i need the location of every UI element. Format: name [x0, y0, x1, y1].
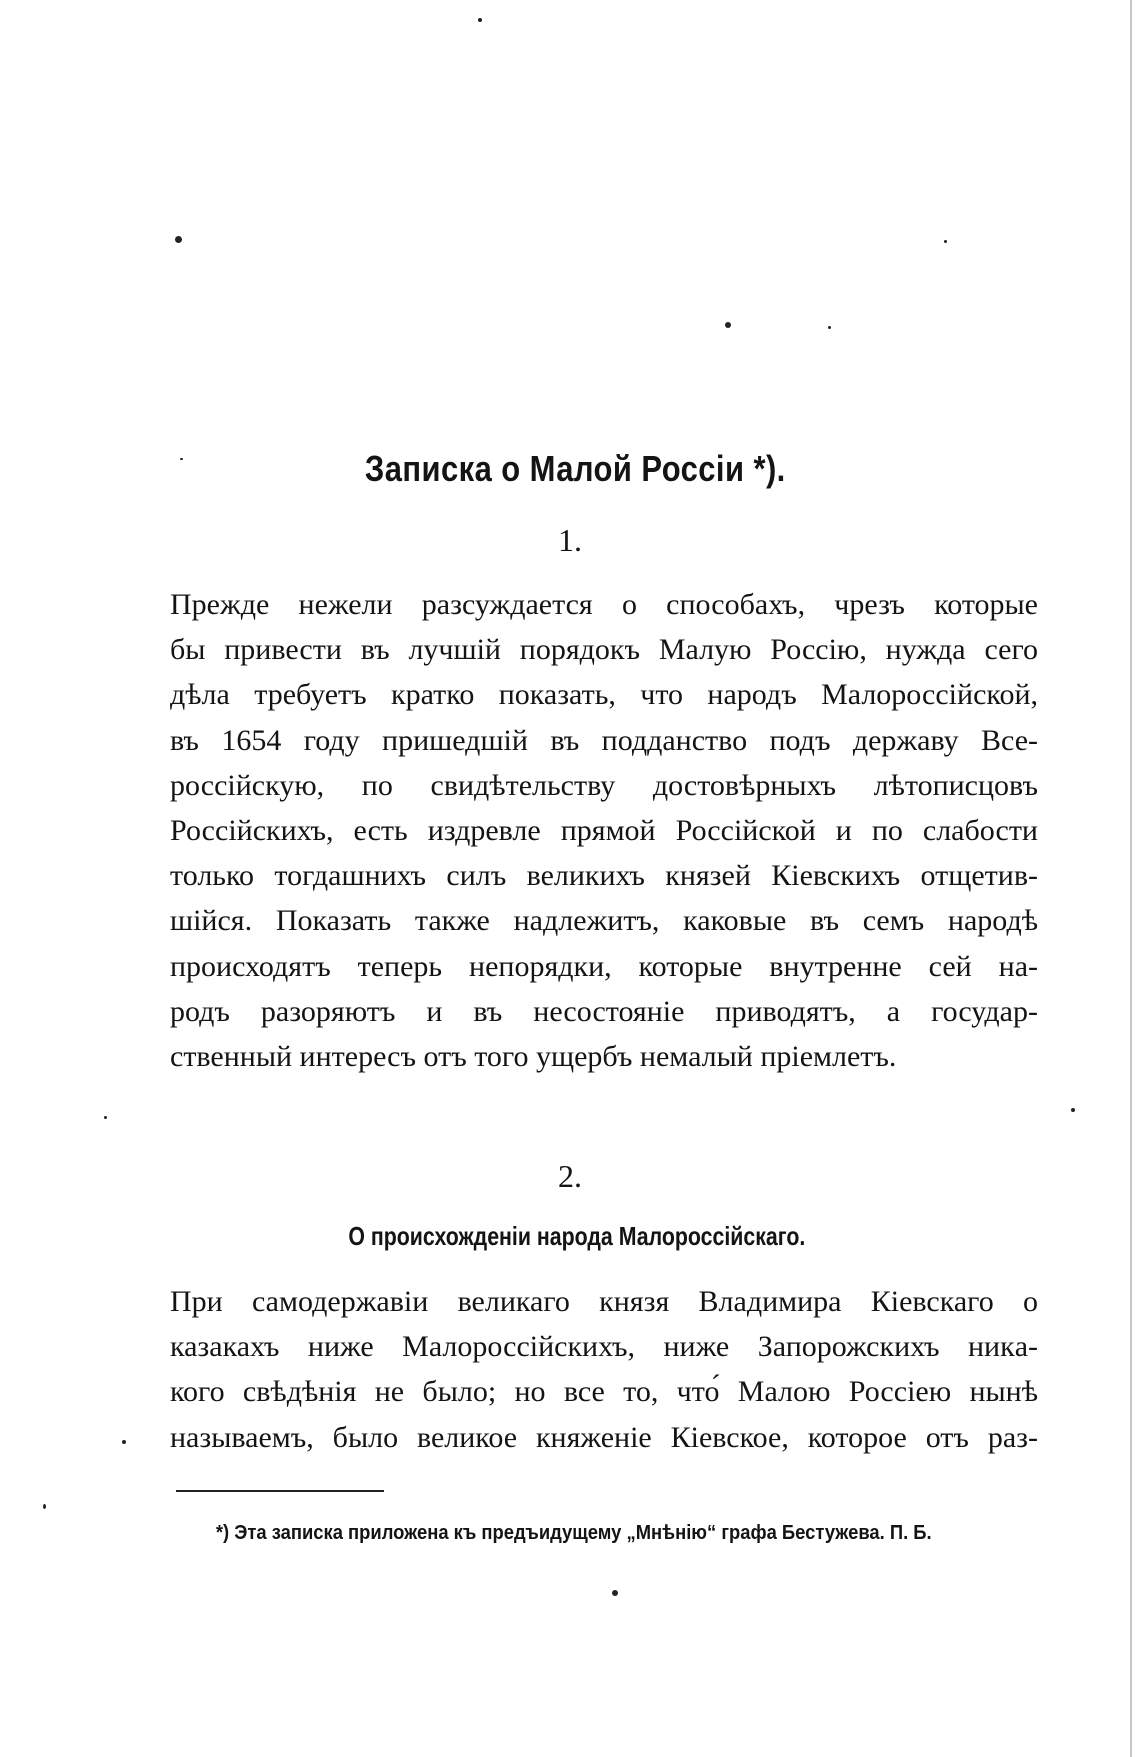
text-line: Прежде нежели разсуждается о способахъ, чрезъ которые — [170, 588, 1038, 621]
text-line: называемъ, было великое княженiе Кiевское, которое отъ раз- — [170, 1420, 1038, 1454]
section-2-paragraph — [170, 1279, 1038, 1460]
section-1-paragraph — [170, 582, 1038, 1079]
text-line: Россiйскихъ, есть издревле прямой Россiйской и по слабости — [170, 814, 1038, 848]
scan-speck — [478, 18, 482, 22]
scan-speck — [104, 1116, 107, 1119]
text-line: При самодержавiи великаго князя Владимира Кiевскаго о — [170, 1285, 1038, 1318]
scan-speck — [1071, 1108, 1075, 1112]
text-line: шiйся. Показать также надлежитъ, каковые въ семъ народѣ — [170, 904, 1038, 938]
scan-speck — [944, 240, 947, 243]
text-line: только тогдашнихъ силъ великихъ князей Кiевскихъ отщетив- — [170, 859, 1038, 893]
scan-speck — [725, 322, 731, 328]
scan-speck — [122, 1440, 126, 1444]
text-line: въ 1654 году пришедшiй въ подданство подъ державу Все- — [170, 723, 1038, 757]
text-line: ственный интересъ отъ того ущербъ немалый прiемлетъ. — [170, 1040, 897, 1074]
text-line: бы привести въ лучшiй порядокъ Малую Россiю, нужда сего — [170, 633, 1038, 667]
section-2-heading: О происхожденiи народа Малороссiйскаго. — [348, 1221, 806, 1251]
page-edge-line — [1130, 0, 1132, 1757]
text-line: дѣла требуетъ кратко показать, что народъ Малороссiйской, — [170, 678, 1038, 712]
footnote-divider — [176, 1490, 384, 1492]
scan-speck — [612, 1590, 618, 1596]
text-line: россiйскую, по свидѣтельству достовѣрныхъ лѣтописцовъ — [170, 768, 1038, 802]
scan-speck — [43, 1504, 46, 1509]
footnote: *) Эта записка приложена къ предъидущему „Мнѣнiю“ графа Бестужева. П. Б. — [215, 1522, 932, 1544]
scan-speck — [175, 236, 182, 243]
text-line: происходятъ теперь непорядки, которые внутренне сей на- — [170, 949, 1038, 983]
text-line: родъ разоряютъ и въ несостоянiе приводятъ, а государ- — [170, 994, 1038, 1028]
text-line: кого свѣдѣнiя не было; но все то, что́ Малою Россiею нынѣ — [170, 1375, 1038, 1409]
scan-speck — [828, 326, 831, 329]
text-line: казакахъ ниже Малороссiйскихъ, ниже Запорожскихъ никa- — [170, 1330, 1038, 1364]
document-title: Записка о Малой Россiи *). — [364, 448, 786, 489]
section-1-number: 1. — [558, 522, 582, 558]
section-2-number: 2. — [558, 1158, 582, 1194]
